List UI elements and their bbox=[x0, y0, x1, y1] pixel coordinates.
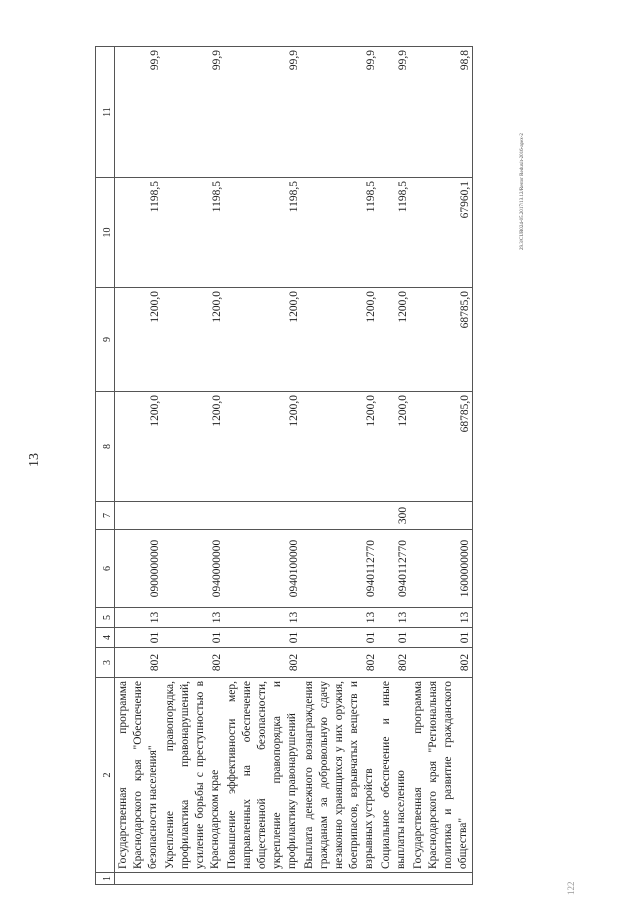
cell-executed: 1198,5 bbox=[162, 178, 224, 288]
header-cell: 10 bbox=[96, 178, 115, 288]
table-row bbox=[410, 47, 473, 885]
cell-csr: 0940112770 bbox=[301, 530, 378, 608]
cell-podrazdel: 13 bbox=[410, 608, 473, 628]
row-name: Повышение эффективности мер, направленных на обеспечение общественной безопасности, укрепление правопорядка и профилактику правонарушений bbox=[224, 678, 301, 873]
row-name: Выплата денежного вознаграждения гражданам за добровольную сдачу незаконно хранящихся у них оружия, боеприпасов, взрывчатых веществ и взрывных устройств bbox=[301, 678, 378, 873]
cell-approved: 1200,0 bbox=[378, 392, 410, 502]
cell-approved: 1200,0 bbox=[115, 392, 163, 502]
cell-percent: 99,9 bbox=[224, 47, 301, 178]
cell-podrazdel: 13 bbox=[378, 608, 410, 628]
row-name: Социальное обеспечение и иные выплаты населению bbox=[378, 678, 410, 873]
cell-executed: 1198,5 bbox=[378, 178, 410, 288]
table-row bbox=[162, 47, 224, 885]
cell-razdel: 01 bbox=[301, 628, 378, 648]
cell-approved: 1200,0 bbox=[162, 392, 224, 502]
cell-percent: 98,8 bbox=[410, 47, 473, 178]
cell-vedomstvo: 802 bbox=[410, 648, 473, 678]
cell-executed: 1198,5 bbox=[115, 178, 163, 288]
cell-podrazdel: 13 bbox=[301, 608, 378, 628]
cell-executed: 67960,1 bbox=[410, 178, 473, 288]
cell-podrazdel: 13 bbox=[224, 608, 301, 628]
budget-table-container bbox=[95, 47, 581, 885]
cell-refined: 1200,0 bbox=[378, 288, 410, 392]
header-cell: 9 bbox=[96, 288, 115, 392]
cell-percent: 99,9 bbox=[378, 47, 410, 178]
cell-vr bbox=[224, 502, 301, 530]
cell-csr: 0900000000 bbox=[115, 530, 163, 608]
cell-vr bbox=[301, 502, 378, 530]
cell-csr: 0940000000 bbox=[162, 530, 224, 608]
header-cell: 3 bbox=[96, 648, 115, 678]
row-name: Укрепление правопорядка, профилактика правонарушений, усиление борьбы с преступностью в Краснодарском крае bbox=[162, 678, 224, 873]
header-cell: 7 bbox=[96, 502, 115, 530]
cell-vr bbox=[162, 502, 224, 530]
cell-approved: 68785,0 bbox=[410, 392, 473, 502]
header-row bbox=[96, 47, 115, 885]
cell-vedomstvo: 802 bbox=[162, 648, 224, 678]
cell-razdel: 01 bbox=[162, 628, 224, 648]
row-name: Государственная программа Краснодарского края "Обеспечение безопасности населения" bbox=[115, 678, 163, 873]
cell-podrazdel: 13 bbox=[162, 608, 224, 628]
cell-percent: 99,9 bbox=[115, 47, 163, 178]
table-row bbox=[378, 47, 410, 885]
row-name: Государственная программа Краснодарского края "Региональная политика и развитие гражданского общества" bbox=[410, 678, 473, 873]
cell-vedomstvo: 802 bbox=[115, 648, 163, 678]
cell-executed: 1198,5 bbox=[224, 178, 301, 288]
header-cell: 6 bbox=[96, 530, 115, 608]
cell-csr: 1600000000 bbox=[410, 530, 473, 608]
cell-percent: 99,9 bbox=[162, 47, 224, 178]
table-row bbox=[115, 47, 163, 885]
cell-razdel: 01 bbox=[224, 628, 301, 648]
cell-refined: 1200,0 bbox=[301, 288, 378, 392]
cell-refined: 1200,0 bbox=[115, 288, 163, 392]
cell-csr: 0940112770 bbox=[378, 530, 410, 608]
cell-vedomstvo: 802 bbox=[378, 648, 410, 678]
footer-code: 29.3/CUR024-05.2017/13.12/Restor Reduxit-2016-apex-2 bbox=[520, 133, 525, 250]
header-cell: 4 bbox=[96, 628, 115, 648]
cell-razdel: 01 bbox=[378, 628, 410, 648]
header-cell: 11 bbox=[96, 47, 115, 178]
cell-vr: 300 bbox=[378, 502, 410, 530]
header-cell: 1 bbox=[96, 873, 115, 885]
side-reference: 122 bbox=[566, 881, 576, 895]
cell-razdel: 01 bbox=[115, 628, 163, 648]
table-row bbox=[301, 47, 378, 885]
cell-vedomstvo: 802 bbox=[301, 648, 378, 678]
cell-podrazdel: 13 bbox=[115, 608, 163, 628]
cell-refined: 1200,0 bbox=[162, 288, 224, 392]
cell-approved: 1200,0 bbox=[224, 392, 301, 502]
page-number: 13 bbox=[27, 453, 42, 467]
cell-vr bbox=[410, 502, 473, 530]
cell-vr bbox=[115, 502, 163, 530]
table-row bbox=[224, 47, 301, 885]
cell-refined: 1200,0 bbox=[224, 288, 301, 392]
cell-percent: 99,9 bbox=[301, 47, 378, 178]
cell-razdel: 01 bbox=[410, 628, 473, 648]
cell-vedomstvo: 802 bbox=[224, 648, 301, 678]
header-cell: 8 bbox=[96, 392, 115, 502]
cell-executed: 1198,5 bbox=[301, 178, 378, 288]
cell-approved: 1200,0 bbox=[301, 392, 378, 502]
cell-csr: 0940100000 bbox=[224, 530, 301, 608]
budget-table bbox=[95, 46, 473, 885]
cell-refined: 68785,0 bbox=[410, 288, 473, 392]
header-cell: 2 bbox=[96, 678, 115, 873]
header-cell: 5 bbox=[96, 608, 115, 628]
